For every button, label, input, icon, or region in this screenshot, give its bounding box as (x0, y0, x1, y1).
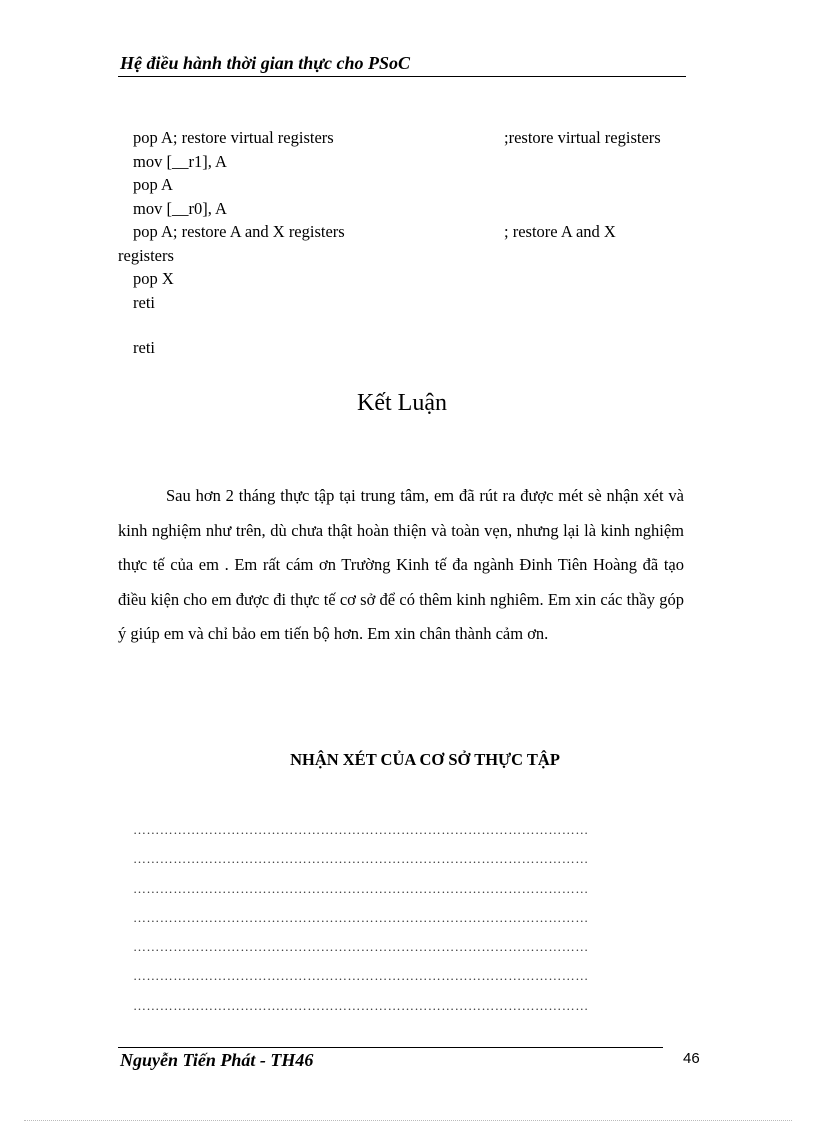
code-text: reti (133, 338, 155, 357)
code-comment: ; restore A and X (504, 222, 616, 241)
footer-author: Nguyễn Tiến Phát - TH46 (120, 1050, 314, 1070)
dotted-line: ………………………………………………………………………………………… (133, 909, 589, 925)
page-number: 46 (683, 1050, 700, 1067)
comment-lines (133, 815, 693, 1020)
page-bottom-border (24, 1120, 792, 1121)
comments-heading: NHẬN XÉT CỦA CƠ SỞ THỰC TẬP (290, 750, 560, 769)
code-line (118, 173, 688, 197)
code-text: pop X (133, 269, 174, 288)
dotted-line: ………………………………………………………………………………………… (133, 880, 589, 896)
dotted-line: ………………………………………………………………………………………… (133, 997, 589, 1013)
code-line (118, 150, 688, 174)
code-text: pop A; restore A and X registers (133, 222, 345, 241)
footer-rule (118, 1047, 663, 1048)
conclusion-paragraph: Sau hơn 2 tháng thực tập tại trung tâm, em đã rút ra được mét sè nhận xét và kinh nghiệm như trên, dù chưa thật hoàn thiện và toàn vẹn, nhưng lại là kinh nghiệm thực tế của em . Em rất cám ơn Trường Kinh tế đa ngành Đinh Tiên Hoàng đã tạo điều kiện cho em được đi thực tế cơ sở để có thêm kinh nghiêm. Em xin các thầy góp ý giúp em và chỉ bảo em tiến bộ hơn. Em xin chân thành cảm ơn. (118, 486, 684, 644)
code-comment: ;restore virtual registers (504, 128, 661, 147)
dotted-line: ………………………………………………………………………………………… (133, 939, 589, 955)
dotted-line: ………………………………………………………………………………………… (133, 851, 589, 867)
code-line (118, 267, 688, 291)
conclusion-heading: Kết Luận (357, 390, 447, 416)
code-line (118, 197, 688, 221)
code-text: reti (133, 292, 155, 312)
code-text: pop A; restore virtual registers (133, 128, 334, 147)
code-line (118, 336, 688, 360)
code-text: pop A (133, 175, 173, 194)
running-header-title: Hệ điều hành thời gian thực cho PSoC (120, 53, 411, 73)
code-text: mov [__r1], A (133, 151, 227, 171)
code-line (118, 291, 688, 315)
code-blank-line (118, 314, 688, 336)
code-line (118, 126, 688, 150)
header-rule (118, 76, 686, 77)
code-text: mov [__r0], A (133, 198, 227, 218)
code-line-wrapped (118, 244, 688, 268)
code-line (118, 220, 688, 244)
code-listing (118, 126, 688, 360)
dotted-line: ………………………………………………………………………………………… (133, 968, 589, 984)
code-text-wrapped: registers (118, 245, 174, 265)
dotted-line: ………………………………………………………………………………………… (133, 822, 589, 837)
